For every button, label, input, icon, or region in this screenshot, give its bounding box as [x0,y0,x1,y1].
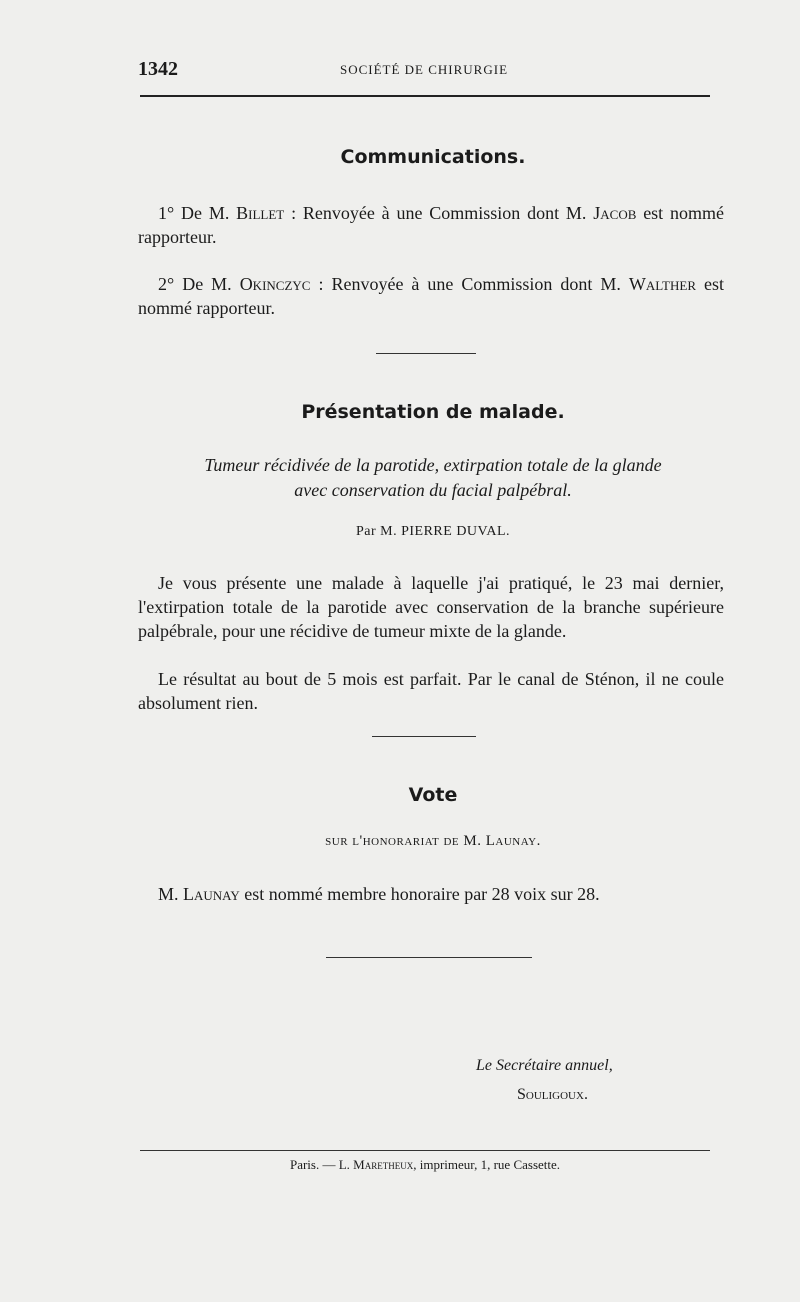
communications-title: Communications. [340,146,526,168]
presentation-paragraph-2: Le résultat au bout de 5 mois est parfait. Par le canal de Sténon, il ne coule absolument rien. [138,669,724,713]
page-number: 1342 [138,58,178,80]
section-divider [372,736,476,737]
rapporteur-name: Walther [628,274,696,294]
signature-name: Souligoux. [517,1086,588,1103]
page-header [138,58,710,88]
rapporteur-name: Jacob [593,203,637,223]
author-name: Okinczyc [239,274,311,294]
vote-subtitle: sur l'honorariat de M. Launay. [325,833,541,849]
author-name: Billet [236,203,285,223]
section-divider [376,353,476,354]
presentation-subtitle-line-1: Tumeur récidivée de la parotide, extirpation totale de la glande [204,455,662,475]
communication-item-2: 2° De M. Okinczyc : Renvoyée à une Commission dont M. Walther est nommé rapporteur. [138,274,724,318]
member-name: Launay [183,884,240,904]
running-title: SOCIÉTÉ DE CHIRURGIE [339,62,509,77]
header-rule [140,95,710,97]
signature-role: Le Secrétaire annuel, [476,1057,613,1074]
vote-title: Vote [408,784,458,806]
footer-rule [140,1150,710,1151]
vote-result: M. Launay est nommé membre honoraire par 28 voix sur 28. [158,884,600,904]
closing-divider [326,957,532,958]
presentation-byline: Par M. PIERRE DUVAL. [355,524,511,539]
presentation-subtitle-line-2: avec conservation du facial palpébral. [294,480,572,500]
presentation-paragraph-1: Je vous présente une malade à laquelle j'ai pratiqué, le 23 mai dernier, l'extirpation totale de la parotide avec conservation de la branche supérieure palpébrale, pour une récidive de tumeur mixte de la glande. [138,573,724,641]
communication-item-1: 1° De M. Billet : Renvoyée à une Commission dont M. Jacob est nommé rapporteur. [138,203,724,247]
printer-footer: Paris. — L. Maretheux, imprimeur, 1, rue Cassette. [289,1157,561,1172]
presentation-title: Présentation de malade. [301,401,565,423]
